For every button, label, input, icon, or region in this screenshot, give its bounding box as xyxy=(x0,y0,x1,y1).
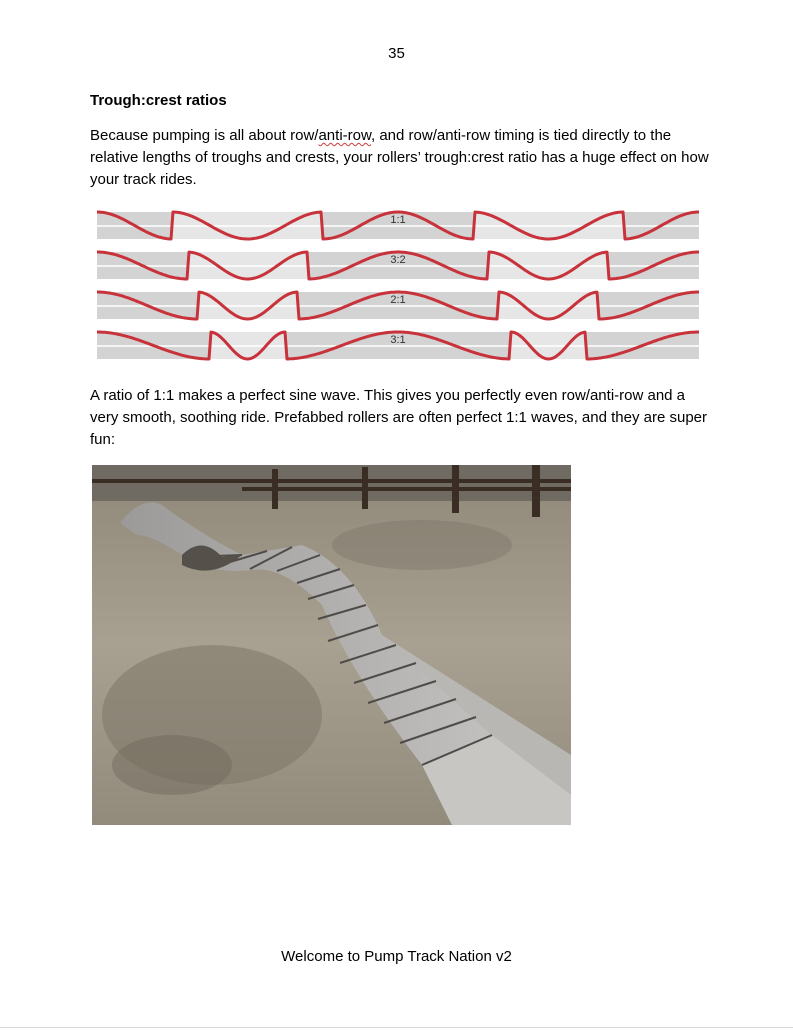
ratio-label: 2:1 xyxy=(390,294,406,306)
intro-paragraph xyxy=(90,125,710,191)
page-number: 35 xyxy=(388,45,405,62)
intro-text-start: Because pumping is all about row/ xyxy=(90,127,319,144)
section-heading: Trough:crest ratios xyxy=(90,92,227,109)
ratio-label: 1:1 xyxy=(390,214,406,226)
wooden-rollers-photo xyxy=(92,465,571,825)
ratio-row-2-1 xyxy=(97,292,699,319)
ratio-paragraph: A ratio of 1:1 makes a perfect sine wave. This gives you perfectly even row/anti-row and a very smooth, soothing ride. Prefabbed rollers are often perfect 1:1 waves, and they are super fun: xyxy=(90,387,708,448)
ratio-label: 3:1 xyxy=(390,334,406,346)
ratio-row-3-1 xyxy=(97,332,699,359)
page-footer: Welcome to Pump Track Nation v2 xyxy=(281,948,512,965)
ratio-label: 3:2 xyxy=(390,254,406,266)
ratio-row-3-2 xyxy=(97,252,699,279)
intro-text-end: , and row/anti-row timing is tied directly to the relative lengths of troughs and crests, your rollers’ trough:crest ratio has a huge effect on how your track rides. xyxy=(90,127,709,188)
spellcheck-word: anti-row xyxy=(318,127,371,144)
ratio-row-1-1 xyxy=(97,212,699,239)
trough-crest-ratio-diagram xyxy=(97,203,699,363)
page-bottom-rule xyxy=(0,1027,793,1028)
